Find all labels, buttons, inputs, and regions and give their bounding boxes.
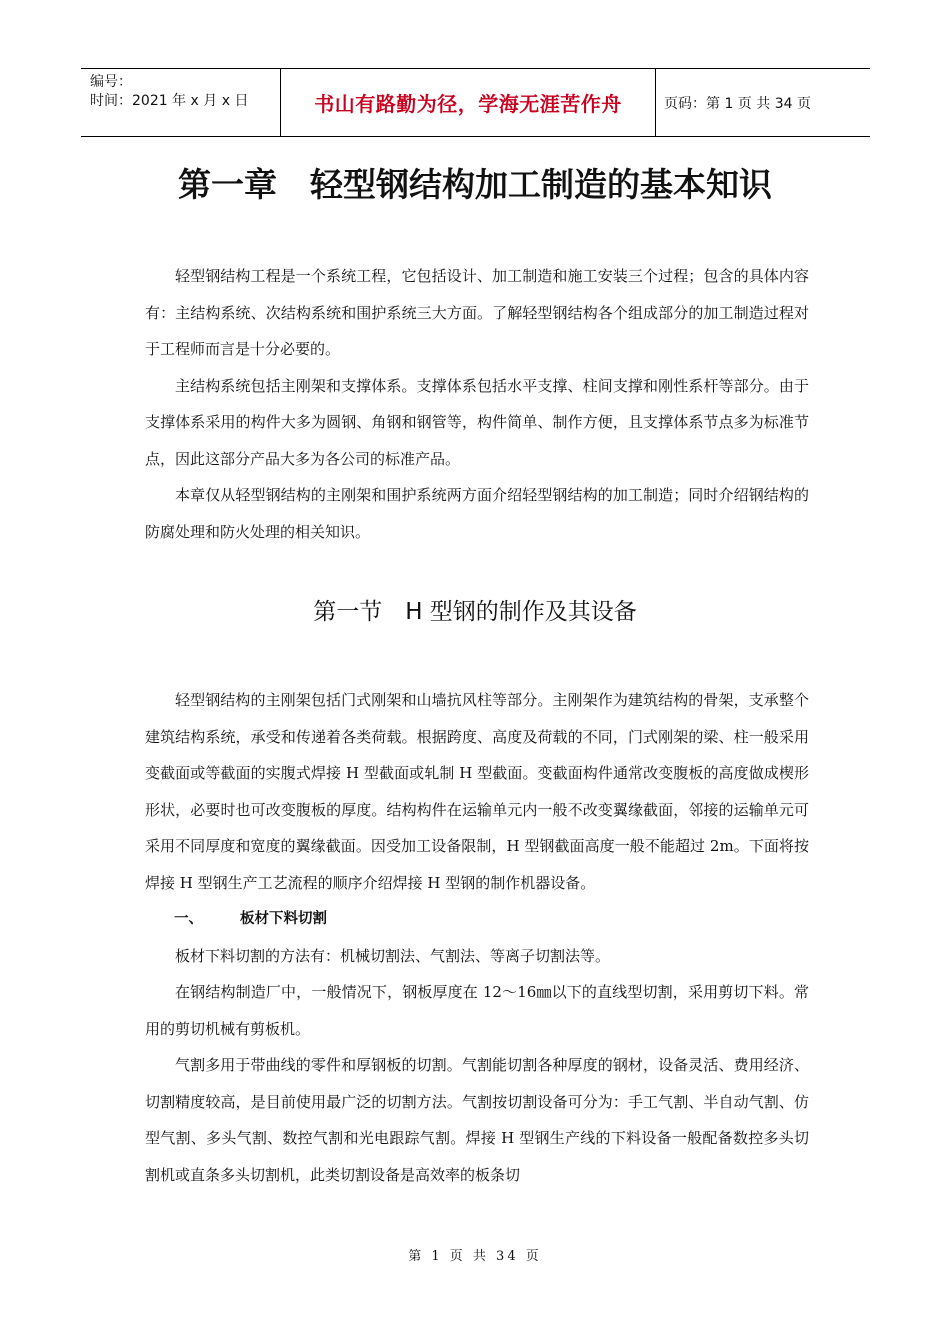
page-header: [81, 68, 870, 137]
subsection-heading: [145, 901, 809, 938]
subsection-paragraph: 在钢结构制造厂中，一般情况下，钢板厚度在 12～16㎜以下的直线型切割，采用剪切下料。常用的剪切机械有剪板机。: [145, 983, 809, 1038]
date-label: 时间：2021 年 x 月 x 日: [90, 93, 249, 109]
serial-label: 编号：: [90, 74, 132, 90]
intro-section: [145, 258, 809, 550]
section-body: [145, 682, 809, 1193]
chapter-title: 第一章 轻型钢结构加工制造的基本知识: [178, 165, 772, 204]
header-meta: [81, 69, 281, 136]
header-page-info: [656, 69, 870, 136]
subsection-paragraph: 板材下料切割的方法有：机械切割法、气割法、等离子切割法等。: [175, 946, 611, 965]
subsection-number: 一、: [174, 911, 203, 927]
header-motto-cell: [281, 69, 656, 136]
motto-text: 书山有路勤为径，学海无涯苦作舟: [314, 92, 622, 116]
intro-paragraph: 本章仅从轻型钢结构的主刚架和围护系统两方面介绍轻型钢结构的加工制造；同时介绍钢结构的防腐处理和防火处理的相关知识。: [145, 486, 809, 541]
intro-paragraph: 主结构系统包括主刚架和支撑体系。支撑体系包括水平支撑、柱间支撑和刚性系杆等部分。由于支撑体系采用的构件大多为圆钢、角钢和钢管等，构件简单、制作方便，且支撑体系节点多为标准节点，因此这部分产品大多为各公司的标准产品。: [145, 376, 809, 468]
page-info-text: 页码：第 1 页 共 34 页: [664, 95, 811, 112]
page-footer: 第 1 页 共 34 页: [408, 1249, 542, 1264]
subsection-title: 板材下料切割: [240, 911, 327, 927]
subsection-paragraph: 气割多用于带曲线的零件和厚钢板的切割。气割能切割各种厚度的钢材，设备灵活、费用经济、切割精度较高，是目前使用最广泛的切割方法。气割按切割设备可分为：手工气割、半自动气割、仿型气割、多头气割、数控气割和光电跟踪气割。焊接 H 型钢生产线的下料设备一般配备数控多头切割机或直条多头切割机，此类切割设备是高效率的板条切: [145, 1056, 809, 1184]
section-paragraph: 轻型钢结构的主刚架包括门式刚架和山墙抗风柱等部分。主刚架作为建筑结构的骨架，支承整个建筑结构系统，承受和传递着各类荷载。根据跨度、高度及荷载的不同，门式刚架的梁、柱一般采用变截面或等截面的实腹式焊接 H 型截面或轧制 H 型截面。变截面构件通常改变腹板的高度做成楔形形状，必要时也可改变腹板的厚度。结构构件在运输单元内一般不改变翼缘截面，邻接的运输单元可采用不同厚度和宽度的翼缘截面。因受加工设备限制，H 型钢截面高度一般不能超过 2m。下面将按焊接 H 型钢生产工艺流程的顺序介绍焊接 H 型钢的制作机器设备。: [145, 691, 809, 892]
section-title: 第一节 H 型钢的制作及其设备: [313, 599, 637, 625]
intro-paragraph: 轻型钢结构工程是一个系统工程，它包括设计、加工制造和施工安装三个过程；包含的具体内容有：主结构系统、次结构系统和围护系统三大方面。了解轻型钢结构各个组成部分的加工制造过程对于工程师而言是十分必要的。: [145, 267, 809, 358]
